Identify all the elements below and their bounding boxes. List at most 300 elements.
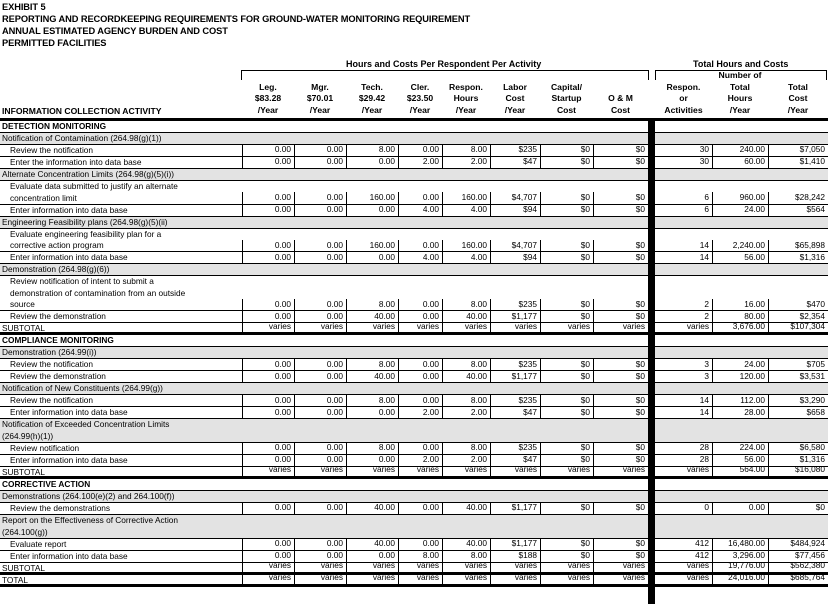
row-label: Enter information into data base	[10, 252, 128, 263]
value-cell: varies	[490, 560, 540, 572]
value-cell: 564.00	[712, 464, 768, 476]
value-cell: 0.00	[398, 371, 442, 383]
value-cell: varies	[242, 572, 294, 584]
value-cell: 0.00	[242, 407, 294, 419]
data-row	[0, 276, 828, 311]
column-header	[593, 70, 648, 116]
value-cell: $0	[540, 144, 593, 156]
row-label-line: Report on the Effectiveness of Corrective Action	[2, 514, 179, 525]
row-label: Notification of New Constituents (264.99(g))	[2, 383, 163, 394]
value-cell: 120.00	[712, 371, 768, 383]
value-cell: $0	[593, 442, 648, 454]
column-header-line: Labor	[503, 81, 527, 92]
value-cell: varies	[442, 321, 490, 333]
value-cell: varies	[593, 560, 648, 572]
value-cell: 24.00	[712, 204, 768, 216]
value-cell: 160.00	[346, 240, 398, 252]
value-cell: 24.00	[712, 359, 768, 371]
value-cell: 0.00	[242, 454, 294, 466]
column-header-line: $29.42	[358, 93, 386, 104]
data-row	[0, 371, 828, 383]
value-cell: varies	[346, 560, 398, 572]
column-header-line: Total	[730, 81, 750, 92]
value-cell: 28.00	[712, 407, 768, 419]
value-cell: $94	[490, 252, 540, 264]
column-header-line: /Year	[409, 105, 431, 116]
data-row	[0, 395, 828, 407]
value-cell: 40.00	[442, 371, 490, 383]
value-cell: $7,050	[768, 144, 828, 156]
value-cell: varies	[294, 572, 346, 584]
value-cell: 8.00	[346, 395, 398, 407]
column-header	[712, 70, 768, 116]
value-cell: $188	[490, 550, 540, 562]
value-cell: varies	[540, 464, 593, 476]
value-cell: 40.00	[442, 311, 490, 323]
value-cell: 0.00	[294, 156, 346, 168]
row-label: TOTAL	[2, 574, 28, 585]
value-cell: $0	[593, 359, 648, 371]
column-header-line: Cost	[788, 93, 808, 104]
row-label: Review the demonstration	[10, 311, 106, 322]
value-cell: $235	[490, 395, 540, 407]
value-cell: 0.00	[294, 204, 346, 216]
value-cell: 2.00	[442, 156, 490, 168]
value-cell: 2.00	[398, 407, 442, 419]
value-cell: 3,676.00	[712, 321, 768, 333]
column-header	[294, 70, 346, 116]
value-cell: 4.00	[398, 252, 442, 264]
column-header-line: Startup	[551, 93, 582, 104]
value-cell: 4.00	[442, 204, 490, 216]
value-cell: 0.00	[398, 144, 442, 156]
value-cell: 2	[704, 298, 709, 309]
value-cell: 8.00	[442, 144, 490, 156]
value-cell: 0.00	[242, 538, 294, 550]
value-cell: varies	[686, 571, 709, 582]
row-label: SUBTOTAL	[2, 562, 46, 573]
value-cell: 30	[699, 144, 709, 155]
value-cell: 3	[704, 370, 709, 381]
value-cell: 0.00	[294, 192, 346, 204]
value-cell: $1,177	[490, 502, 540, 514]
value-cell: varies	[540, 572, 593, 584]
data-row	[0, 205, 828, 217]
column-header-line: or	[679, 93, 688, 104]
value-cell: $94	[490, 204, 540, 216]
group-row	[0, 491, 828, 503]
value-cell: 0.00	[346, 156, 398, 168]
group-row	[0, 347, 828, 359]
value-cell: 2,240.00	[712, 240, 768, 252]
value-cell: varies	[294, 464, 346, 476]
value-cell: $3,290	[768, 395, 828, 407]
value-cell: 0.00	[294, 454, 346, 466]
column-header-line: $23.50	[406, 93, 434, 104]
value-cell: $2,354	[768, 311, 828, 323]
value-cell: $0	[540, 240, 593, 252]
value-cell: 112.00	[712, 395, 768, 407]
value-cell: 3	[704, 358, 709, 369]
value-cell: 0.00	[294, 359, 346, 371]
value-cell: 160.00	[442, 192, 490, 204]
value-cell: $235	[490, 144, 540, 156]
value-cell: $235	[490, 359, 540, 371]
value-cell: varies	[540, 321, 593, 333]
value-cell: varies	[593, 572, 648, 584]
row-label: Review notification	[10, 442, 80, 453]
group-row	[0, 217, 828, 229]
row-label-line: Evaluate engineering feasibility plan for a	[10, 228, 162, 239]
value-cell: varies	[398, 464, 442, 476]
value-cell: 40.00	[346, 371, 398, 383]
row-label-line: source	[10, 299, 35, 310]
column-header-line: Total	[788, 81, 808, 92]
row-label-line: Evaluate data submitted to justify an alternate	[10, 181, 178, 191]
section-header	[0, 335, 828, 347]
value-cell: 0.00	[242, 395, 294, 407]
value-cell: varies	[593, 464, 648, 476]
value-cell: 0.00	[242, 311, 294, 323]
value-cell: 0.00	[242, 299, 294, 311]
value-cell: 0.00	[294, 371, 346, 383]
group-row	[0, 383, 828, 395]
value-cell: varies	[346, 321, 398, 333]
section-header	[0, 479, 828, 491]
value-cell: varies	[294, 560, 346, 572]
value-cell: 0.00	[398, 240, 442, 252]
column-header-line: /Year	[787, 105, 809, 116]
column-header-line: Hours	[453, 93, 479, 104]
column-header	[242, 70, 294, 116]
row-label: Enter the information into data base	[10, 157, 142, 167]
row-label	[2, 419, 238, 442]
value-cell: 0.00	[242, 550, 294, 562]
value-cell: $1,316	[768, 252, 828, 264]
value-cell: varies	[593, 321, 648, 333]
value-cell: $0	[593, 204, 648, 216]
column-header	[346, 70, 398, 116]
value-cell: $65,898	[768, 240, 828, 252]
value-cell: 40.00	[442, 502, 490, 514]
row-label: Demonstration (264.98(g)(6))	[2, 264, 110, 275]
value-cell: 0.00	[294, 550, 346, 562]
value-cell: 0.00	[242, 204, 294, 216]
row-label: Review the notification	[10, 145, 94, 155]
value-cell: 28	[699, 442, 709, 453]
value-cell: 0.00	[242, 192, 294, 204]
row-label-line: concentration limit	[10, 192, 77, 203]
value-cell: $0	[540, 359, 593, 371]
value-cell: 4.00	[398, 204, 442, 216]
value-cell: 24,016.00	[712, 572, 768, 584]
value-cell: 0.00	[398, 395, 442, 407]
column-header-line: Respon.	[666, 81, 701, 92]
value-cell: $3,531	[768, 371, 828, 383]
column-header-line: $70.01	[306, 93, 334, 104]
subtotal-row	[0, 320, 828, 335]
row-label: Demonstrations (264.100(e)(2) and 264.100(f))	[2, 490, 175, 501]
column-header-line: Number of	[718, 70, 762, 80]
row-label: Enter information into data base	[10, 454, 128, 465]
value-cell: 14	[699, 406, 709, 417]
value-cell: 6	[704, 192, 709, 202]
row-label-line: demonstration of contamination from an outside	[10, 287, 186, 298]
value-cell: 412	[695, 549, 709, 560]
row-label: Alternate Concentration Limits (264.98(g)(5)(i))	[2, 169, 174, 179]
row-label-line: (264.100(g))	[2, 526, 48, 537]
value-cell: varies	[490, 464, 540, 476]
value-cell: $484,924	[768, 538, 828, 550]
column-header-line: Mgr.	[311, 81, 329, 92]
row-label	[10, 276, 246, 311]
value-cell: 412	[695, 537, 709, 548]
column-header-line: Cost	[610, 105, 631, 116]
row-label: Evaluate report	[10, 538, 67, 549]
column-header-line: O & M	[608, 93, 633, 104]
value-cell: 8.00	[398, 550, 442, 562]
value-cell: 0.00	[294, 240, 346, 252]
column-header	[442, 70, 490, 116]
value-cell: 0.00	[398, 192, 442, 204]
value-cell: 8.00	[346, 144, 398, 156]
value-cell: 40.00	[442, 538, 490, 550]
row-label: Enter information into data base	[10, 550, 128, 561]
value-cell: 0.00	[294, 252, 346, 264]
value-cell: 0.00	[294, 407, 346, 419]
value-cell: $685,764	[768, 572, 828, 584]
subtotal-row	[0, 464, 828, 479]
row-label-line: corrective action program	[10, 240, 104, 251]
value-cell: $0	[540, 538, 593, 550]
value-cell: $0	[540, 156, 593, 168]
row-label: Engineering Feasibility plans (264.98(g)(5)(ii)	[2, 216, 168, 227]
value-cell: 0.00	[398, 502, 442, 514]
value-cell: $1,410	[768, 156, 828, 168]
value-cell: varies	[346, 572, 398, 584]
value-cell: 8.00	[442, 442, 490, 454]
value-cell: $235	[490, 442, 540, 454]
column-header-line: /Year	[361, 105, 383, 116]
data-row	[0, 503, 828, 515]
data-row	[0, 181, 828, 205]
value-cell: varies	[242, 464, 294, 476]
value-cell: 0.00	[712, 502, 768, 514]
value-cell: 0.00	[242, 371, 294, 383]
value-cell: $0	[540, 502, 593, 514]
total-row	[0, 571, 828, 587]
value-cell: $77,456	[768, 550, 828, 562]
value-cell: varies	[490, 572, 540, 584]
value-cell: 0	[704, 502, 709, 513]
row-label: CORRECTIVE ACTION	[2, 478, 91, 489]
value-cell: $1,177	[490, 311, 540, 323]
data-row	[0, 252, 828, 264]
data-row	[0, 157, 828, 169]
value-cell: 40.00	[346, 538, 398, 550]
group-row	[0, 133, 828, 145]
value-cell: $0	[540, 550, 593, 562]
column-header	[768, 70, 828, 116]
value-cell: $16,080	[768, 464, 828, 476]
value-cell: 160.00	[442, 240, 490, 252]
info-collection-header: INFORMATION COLLECTION ACTIVITY	[2, 106, 162, 116]
value-cell: varies	[686, 464, 709, 475]
value-cell: $0	[593, 156, 648, 168]
column-header-line: Cost	[556, 105, 577, 116]
row-label: Review the notification	[10, 395, 94, 406]
title-line: REPORTING AND RECORDKEEPING REQUIREMENTS FOR GROUND-WATER MONITORING REQUIREMENT	[2, 14, 471, 24]
column-header-line: /Year	[729, 105, 751, 116]
value-cell: $235	[490, 299, 540, 311]
section-header	[0, 121, 828, 133]
value-cell: varies	[442, 464, 490, 476]
value-cell: varies	[242, 321, 294, 333]
column-header-line: $83.28	[254, 93, 282, 104]
value-cell: 0.00	[294, 395, 346, 407]
column-header-line: /Year	[455, 105, 477, 116]
value-cell: 0.00	[346, 204, 398, 216]
value-cell: $0	[593, 371, 648, 383]
title-line: PERMITTED FACILITIES	[2, 38, 107, 48]
value-cell: 960.00	[712, 192, 768, 204]
column-header-line: /Year	[309, 105, 331, 116]
value-cell: 0.00	[294, 311, 346, 323]
value-cell: $4,707	[490, 192, 540, 204]
title-line: EXHIBIT 5	[2, 2, 46, 12]
value-cell: $0	[540, 252, 593, 264]
value-cell: 3,296.00	[712, 550, 768, 562]
value-cell: $47	[490, 407, 540, 419]
value-cell: $0	[593, 192, 648, 204]
value-cell: 0.00	[294, 502, 346, 514]
column-header-line: Respon.	[449, 81, 483, 92]
value-cell: 56.00	[712, 454, 768, 466]
row-label: Notification of Contamination (264.98(g)(1))	[2, 133, 162, 143]
value-cell: $470	[768, 299, 828, 311]
row-label: Review the demonstrations	[10, 502, 111, 513]
row-label: DETECTION MONITORING	[2, 121, 107, 131]
value-cell: varies	[490, 321, 540, 333]
value-cell: 0.00	[242, 144, 294, 156]
value-cell: 0.00	[398, 359, 442, 371]
group-row	[0, 264, 828, 276]
value-cell: $0	[540, 407, 593, 419]
value-cell: 80.00	[712, 311, 768, 323]
value-cell: $47	[490, 454, 540, 466]
value-cell: $0	[540, 192, 593, 204]
value-cell: $0	[540, 454, 593, 466]
value-cell: 8.00	[442, 359, 490, 371]
value-cell: 19,776.00	[712, 560, 768, 572]
data-row	[0, 229, 828, 253]
column-header	[398, 70, 442, 116]
exhibit-title	[2, 1, 470, 49]
value-cell: $0	[540, 204, 593, 216]
value-cell: $1,316	[768, 454, 828, 466]
value-cell: 0.00	[242, 240, 294, 252]
value-cell: varies	[398, 321, 442, 333]
value-cell: $0	[768, 502, 828, 514]
data-row	[0, 145, 828, 157]
value-cell: 16,480.00	[712, 538, 768, 550]
value-cell: $0	[593, 454, 648, 466]
value-cell: 2.00	[398, 156, 442, 168]
group-header-per-respondent: Hours and Costs Per Respondent Per Activity	[346, 59, 542, 69]
row-label	[10, 229, 246, 252]
value-cell: $658	[768, 407, 828, 419]
value-cell: varies	[346, 464, 398, 476]
column-header	[490, 70, 540, 116]
value-cell: $0	[593, 502, 648, 514]
column-header-line: Hours	[727, 93, 753, 104]
value-cell: $0	[540, 442, 593, 454]
value-cell: $0	[593, 311, 648, 323]
value-cell: $0	[540, 395, 593, 407]
row-label: COMPLIANCE MONITORING	[2, 335, 114, 346]
value-cell: 8.00	[346, 359, 398, 371]
value-cell: varies	[442, 572, 490, 584]
value-cell: 0.00	[294, 538, 346, 550]
activity-table	[0, 121, 828, 587]
value-cell: 0.00	[242, 502, 294, 514]
value-cell: 0.00	[346, 454, 398, 466]
value-cell: 2.00	[442, 407, 490, 419]
row-label	[2, 515, 238, 538]
group-row	[0, 515, 828, 539]
value-cell: varies	[398, 560, 442, 572]
value-cell: $0	[593, 144, 648, 156]
value-cell: $564	[768, 204, 828, 216]
column-header-line: /Year	[257, 105, 279, 116]
value-cell: $0	[593, 538, 648, 550]
column-header-line: Capital/	[550, 81, 583, 92]
value-cell: 0.00	[242, 359, 294, 371]
value-cell: $6,580	[768, 442, 828, 454]
value-cell: $28,242	[768, 192, 828, 204]
value-cell: $0	[593, 252, 648, 264]
value-cell: $107,304	[768, 321, 828, 333]
value-cell: 240.00	[712, 144, 768, 156]
value-cell: 0.00	[294, 144, 346, 156]
value-cell: 0.00	[398, 299, 442, 311]
column-header-line: Activities	[664, 105, 703, 116]
value-cell: $47	[490, 156, 540, 168]
value-cell: 0.00	[398, 442, 442, 454]
value-cell: 56.00	[712, 252, 768, 264]
value-cell: 0.00	[242, 156, 294, 168]
value-cell: 6	[704, 204, 709, 214]
column-header-line: Cler.	[410, 81, 430, 92]
value-cell: 2.00	[398, 454, 442, 466]
value-cell: 14	[699, 239, 709, 250]
value-cell: varies	[686, 559, 709, 570]
value-cell: 0.00	[242, 442, 294, 454]
value-cell: varies	[686, 320, 709, 331]
row-label: SUBTOTAL	[2, 323, 46, 334]
value-cell: 0.00	[398, 311, 442, 323]
group-row	[0, 419, 828, 443]
value-cell: 14	[699, 394, 709, 405]
value-cell: 0.00	[346, 252, 398, 264]
column-divider	[648, 118, 655, 604]
column-header-line: Leg.	[259, 81, 277, 92]
value-cell: 2	[704, 310, 709, 321]
value-cell: varies	[242, 560, 294, 572]
value-cell: 8.00	[442, 299, 490, 311]
data-row	[0, 539, 828, 551]
value-cell: 4.00	[442, 252, 490, 264]
